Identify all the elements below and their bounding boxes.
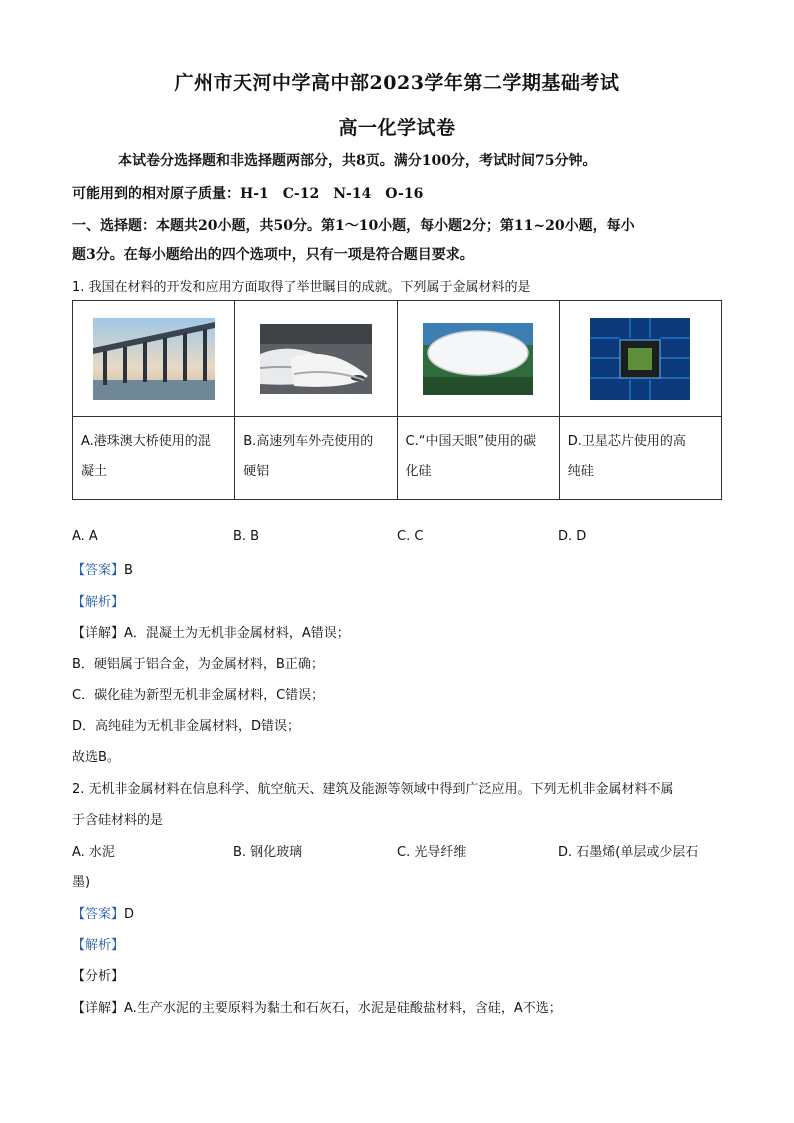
q2-analysis-tag: 【解析】 [72, 938, 125, 953]
q2-analysis2-tag: 【分析】 [72, 969, 125, 984]
q1-detail-b: B．硬铝属于铝合金，为金属材料，B正确； [72, 657, 324, 672]
q1-caption-d-line1: D.卫星芯片使用的高 [567, 434, 686, 449]
q1-option-c: C. C [397, 529, 424, 544]
q1-image-cell-c [397, 301, 559, 417]
section-instructions-1: 一、选择题：本题共20小题，共50分。第1～10小题，每小题2分；第11~20小题，每小 [72, 218, 635, 234]
chip-photo-icon [590, 318, 690, 400]
q2-stem-line1: 2. 无机非金属材料在信息科学、航空航天、建筑及能源等领域中得到广泛应用。下列无机非金属材料不属 [72, 782, 674, 797]
q1-detail-c: C．碳化硅为新型无机非金属材料，C错误； [72, 688, 325, 703]
q2-answer [72, 903, 134, 922]
q1-detail-d: D．高纯硅为无机非金属材料，D错误； [72, 719, 301, 734]
exam-title: 广州市天河中学高中部2023学年第二学期基础考试 [174, 72, 620, 94]
atomic-mass-line: 可能用到的相对原子质量：H-1 C-12 N-14 O-16 [72, 186, 424, 202]
q1-conclusion: 故选B。 [72, 750, 120, 765]
q1-caption-c-line2: 化硅 [405, 464, 432, 479]
q1-image-cell-b [235, 301, 397, 417]
q1-caption-d [559, 417, 721, 500]
q1-detail-a-text: A．混凝土为无机非金属材料，A错误； [124, 626, 350, 641]
q1-caption-b-line1: B.高速列车外壳使用的 [243, 434, 374, 449]
q1-stem: 1. 我国在材料的开发和应用方面取得了举世瞩目的成就。下列属于金属材料的是 [72, 280, 531, 295]
q1-caption-d-line2: 纯硅 [567, 464, 594, 479]
q2-detail-tag: 【详解】 [72, 1001, 125, 1016]
section-instructions-2: 题3分。在每小题给出的四个选项中，只有一项是符合题目要求。 [72, 247, 474, 263]
q1-analysis-tag: 【解析】 [72, 595, 125, 610]
q2-option-b: B. 钢化玻璃 [233, 845, 303, 860]
q1-image-cell-a [73, 301, 235, 417]
q1-caption-c-line1: C.“中国天眼”使用的碳 [405, 434, 537, 449]
q1-option-b: B. B [233, 529, 260, 544]
q2-answer-tag: 【答案】 [72, 907, 125, 922]
q2-detail-a-text: A.生产水泥的主要原料为黏土和石灰石，水泥是硅酸盐材料，含硅，A不选； [124, 1001, 562, 1016]
q1-answer-value: B [124, 563, 133, 578]
q1-caption-c [397, 417, 559, 500]
q2-option-d: D. 石墨烯(单层或少层石 [558, 845, 699, 860]
q1-caption-a-line1: A.港珠澳大桥使用的混 [81, 434, 211, 449]
q2-detail-a [72, 997, 562, 1016]
q1-answer [72, 559, 133, 578]
exam-intro: 本试卷分选择题和非选择题两部分，共8页。满分100分，考试时间75分钟。 [118, 153, 597, 169]
q1-image-cell-d [559, 301, 721, 417]
q1-detail-tag: 【详解】 [72, 626, 125, 641]
exam-subtitle: 高一化学试卷 [338, 117, 456, 139]
train-photo-icon [260, 324, 372, 394]
q2-option-d-cont: 墨) [72, 875, 91, 890]
telescope-photo-icon [423, 323, 533, 395]
q2-answer-value: D [124, 907, 135, 922]
q1-option-d: D. D [558, 529, 587, 544]
q1-detail-a [72, 622, 350, 641]
q1-answer-tag: 【答案】 [72, 563, 125, 578]
bridge-photo-icon [93, 318, 215, 400]
q2-option-a: A. 水泥 [72, 845, 115, 860]
q1-caption-b [235, 417, 397, 500]
q2-stem-line2: 于含硅材料的是 [72, 813, 164, 828]
q1-figure-table [72, 300, 722, 500]
q1-option-a: A. A [72, 529, 98, 544]
q1-caption-b-line2: 硬铝 [243, 464, 270, 479]
q2-option-c: C. 光导纤维 [397, 845, 467, 860]
q1-caption-a [73, 417, 235, 500]
q1-caption-a-line2: 凝土 [81, 464, 108, 479]
